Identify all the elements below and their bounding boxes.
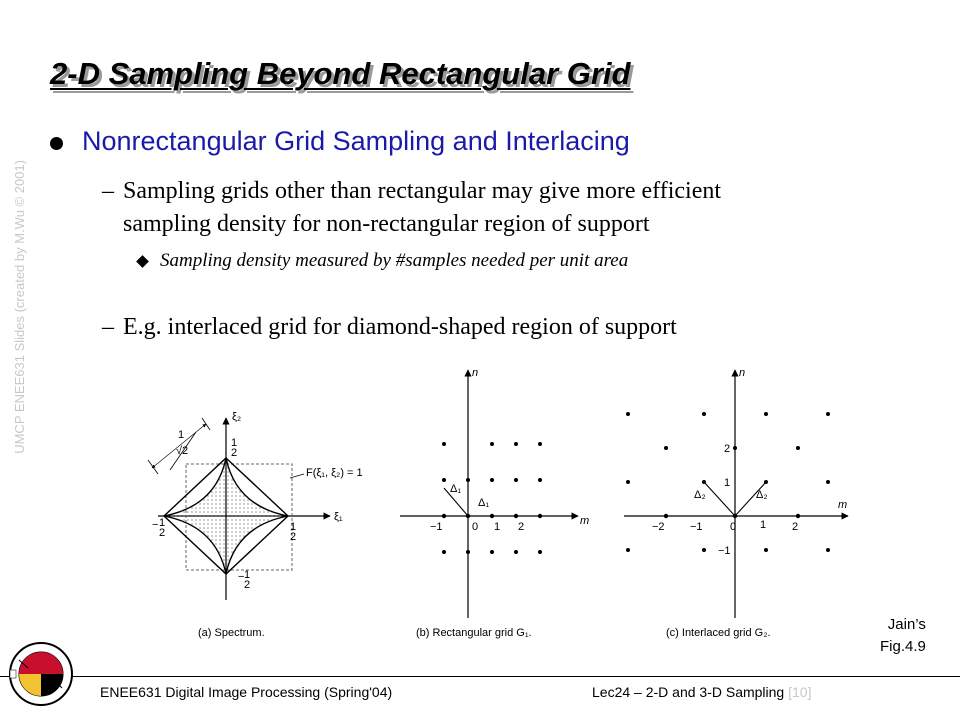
rectangular-grid-panel [400, 370, 578, 618]
footer-lecture-title: Lec24 – 2-D and 3-D Sampling [592, 684, 785, 700]
bullet-dot [50, 137, 63, 150]
interlaced-grid-panel [624, 370, 848, 618]
half-top-den: 2 [231, 447, 238, 459]
interlaced-tick-1: 1 [760, 519, 767, 531]
interlaced-tick-neg1: −1 [690, 521, 703, 533]
neg-half-bottom: − [238, 571, 245, 583]
sub-bullet-1-line2: sampling density for non-rectangular region of support [123, 211, 650, 237]
xi1-label: ξ₁ [334, 511, 343, 523]
half-top-num: 1 [231, 437, 238, 449]
interlaced-tick-0: 0 [730, 521, 737, 533]
interlaced-tick-2: 2 [792, 521, 799, 533]
university-seal-logo [6, 638, 76, 716]
rect-n-label: n [472, 367, 479, 379]
interlaced-n-label: n [739, 367, 746, 379]
interlaced-caption: (c) Interlaced grid G₂. [666, 627, 771, 639]
interlaced-tick-y1: 1 [724, 477, 731, 489]
credit-line-2: Fig.4.9 [880, 638, 926, 655]
xi2-label: ξ₂ [232, 411, 242, 423]
sub-dash-2: – [102, 314, 114, 340]
neg-half-left: − [152, 519, 159, 531]
half-bottom-num: 1 [244, 569, 251, 581]
interlaced-delta-1: Δ₂ [694, 489, 706, 501]
half-bottom-den: 2 [244, 579, 251, 591]
rect-tick-1: 1 [494, 521, 501, 533]
rect-caption: (b) Rectangular grid G₁. [416, 627, 532, 639]
slide-title: 2-D Sampling Beyond Rectangular Grid [50, 56, 631, 91]
half-right-den: 2 [290, 531, 297, 543]
sub-sub-bullet-density: Sampling density measured by #samples needed per unit area [160, 250, 629, 271]
interlaced-delta-2: Δ₂ [756, 489, 768, 501]
half-left-den: 2 [159, 527, 166, 539]
page-number: [10] [788, 684, 812, 700]
footer-course: ENEE631 Digital Image Processing (Spring'04) [100, 684, 393, 700]
figure-credit [880, 614, 926, 658]
interlaced-tick-yneg1: −1 [718, 545, 731, 557]
spectrum-caption: (a) Spectrum. [198, 627, 265, 639]
sampling-figure [138, 358, 878, 648]
rect-m-label: m [580, 515, 590, 527]
rect-delta-2: Δ₁ [478, 497, 490, 509]
sub-dash-1: – [102, 178, 114, 204]
rect-tick-neg1: −1 [430, 521, 443, 533]
rect-tick-2: 2 [518, 521, 525, 533]
credit-line-1: Jain’s [887, 616, 926, 633]
watermark: UMCP ENEE631 Slides (created by M.Wu © 2001) [12, 160, 27, 454]
interlaced-m-label: m [838, 499, 848, 511]
sub-bullet-2: E.g. interlaced grid for diamond-shaped region of support [123, 314, 677, 340]
footer-divider [0, 676, 960, 677]
interlaced-tick-neg2: −2 [652, 521, 665, 533]
bullet-nonrectangular: Nonrectangular Grid Sampling and Interlacing [82, 126, 630, 156]
rect-tick-0: 0 [472, 521, 479, 533]
diamond-bullet-icon [136, 255, 149, 268]
function-label: F(ξ₁, ξ₂) = 1 [306, 467, 363, 479]
sqrt-num-label: 1 [178, 429, 185, 441]
half-left-num: 1 [159, 517, 166, 529]
half-right-num: 1 [290, 521, 297, 533]
interlaced-tick-y2: 2 [724, 443, 731, 455]
rect-delta-1: Δ₁ [450, 483, 462, 495]
sub-bullet-1-line1: Sampling grids other than rectangular may give more efficient [123, 178, 722, 204]
sqrt-den-label: √2 [176, 445, 189, 457]
footer-lecture [592, 684, 811, 700]
